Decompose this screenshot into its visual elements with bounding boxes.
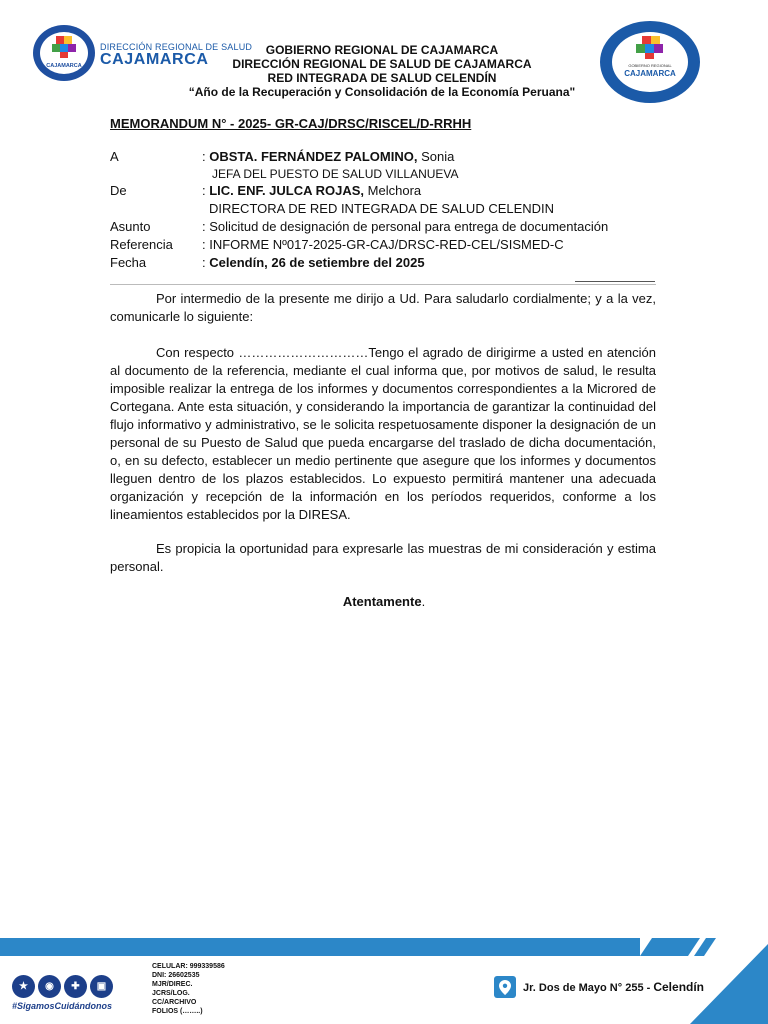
to-role: JEFA DEL PUESTO DE SALUD VILLANUEVA — [212, 167, 459, 181]
date-value: : Celendín, 26 de setiembre del 2025 — [202, 255, 425, 270]
contact-line: MJR/DIREC. — [152, 981, 193, 988]
paragraph-1-text: Por intermedio de la presente me dirijo a Ud. Para saludarlo cordialmente; y a la vez, comunicarle lo siguiente: — [110, 291, 656, 324]
paragraph-3-text: Es propicia la oportunidad para expresarle las muestras de mi consideración y estima personal. — [110, 541, 656, 574]
header-line2: DIRECCIÓN REGIONAL DE SALUD DE CAJAMARCA — [232, 57, 532, 71]
from-first-name: Melchora — [364, 183, 422, 198]
to-value: : OBSTA. FERNÁNDEZ PALOMINO, Sonia — [202, 149, 455, 164]
paragraph-2-text: Con respecto …………………………Tengo el agrado de dirigirme a usted en atención al documento de la referencia, mediante el cual informa que, por motivos de salud, le resulta imposible realizar la entrega de los informes y documentos correspondientes a la Microred de Cortegana. Ante esta situación, y considerando la importancia de garantizar la continuidad del flujo informativo y administrativo, se le solicita respetuosamente disponer la designación de un personal de su Puesto de Salud que pueda encargarse del traslado de dicha documentación, o, en su defecto, establecer un medio pertinente que asegure que los informes y documentos lleguen dentro de los plazos establecidos. Lo expuesto permitirá mantener una adecuada organización y recepción de la información en los períodos requeridos, conforme a los lineamientos establecidos por la DIRESA. — [110, 345, 656, 522]
logo-right-name: CAJAMARCA — [624, 69, 676, 78]
hashtag: #SigamosCuidándonos — [12, 1001, 113, 1011]
subject-value: : Solicitud de designación de personal para entrega de documentación — [202, 219, 609, 234]
footer-left — [12, 975, 113, 1011]
header-line3: RED INTEGRADA DE SALUD CELENDÍN — [267, 71, 497, 85]
footer-band — [0, 938, 768, 956]
contact-line: JCRS/LOG. — [152, 990, 190, 997]
reference-label: Referencia — [110, 237, 173, 252]
to-name: OBSTA. FERNÁNDEZ PALOMINO, — [209, 149, 418, 164]
paragraph-2 — [110, 344, 656, 524]
institution-icons — [12, 975, 113, 998]
to-first-name: Sonia — [417, 149, 455, 164]
to-label: A — [110, 149, 119, 164]
date-label: Fecha — [110, 255, 147, 270]
logo-left-small-text: CAJAMARCA — [46, 63, 82, 69]
memo-title: MEMORANDUM N° - 2025- GR-CAJ/DRSC/RISCEL/D-RRHH — [110, 116, 472, 131]
paragraph-1 — [110, 290, 656, 326]
logo-right-small-text: GOBIERNO REGIONAL — [628, 63, 672, 68]
from-role: DIRECTORA DE RED INTEGRADA DE SALUD CELENDIN — [209, 201, 555, 216]
from-name: LIC. ENF. JULCA ROJAS, — [209, 183, 365, 198]
diresa-cajamarca-logo — [32, 24, 96, 82]
location-pin-icon — [494, 976, 516, 998]
reference-value: : INFORME Nº017-2025-GR-CAJ/DRSC-RED-CEL/SISMED-C — [202, 237, 564, 252]
contact-line: CC/ARCHIVO — [152, 999, 197, 1006]
logo-left-line2: CAJAMARCA — [100, 51, 209, 68]
institution-icon-2: ◉ — [38, 975, 61, 998]
institution-icon-3: ✚ — [64, 975, 87, 998]
red-celendin-logo — [598, 20, 702, 104]
closing-text: Atentamente — [342, 594, 422, 609]
contact-line: CELULAR: 999339586 — [152, 963, 225, 970]
subject-text: Solicitud de designación de personal para entrega de documentación — [209, 219, 609, 234]
logo-left-line1: DIRECCIÓN REGIONAL DE SALUD — [100, 42, 253, 52]
footer-address — [494, 976, 704, 998]
document-header — [160, 43, 604, 99]
header-divider — [110, 284, 656, 285]
contact-line: DNI: 26602535 — [152, 972, 200, 979]
address-street: Jr. Dos de Mayo N° 255 - — [523, 982, 654, 994]
address-city: Celendín — [653, 980, 705, 994]
contact-line: FOLIOS (……..) — [152, 1008, 203, 1015]
closing — [0, 594, 768, 609]
from-label: De — [110, 183, 127, 198]
subject-label: Asunto — [110, 219, 151, 234]
date-text: Celendín, 26 de setiembre del 2025 — [209, 255, 425, 270]
address-text — [523, 980, 704, 994]
closing-punct: . — [421, 594, 426, 609]
footer-contact — [152, 962, 225, 1016]
reference-text: INFORME Nº017-2025-GR-CAJ/DRSC-RED-CEL/SISMED-C — [209, 237, 564, 252]
header-line1: GOBIERNO REGIONAL DE CAJAMARCA — [265, 43, 499, 57]
institution-icon-4: ▣ — [90, 975, 113, 998]
short-divider — [575, 281, 655, 282]
header-motto: “Año de la Recuperación y Consolidación de la Economía Peruana" — [188, 85, 576, 99]
from-value: : LIC. ENF. JULCA ROJAS, Melchora — [202, 183, 422, 198]
institution-icon-1: ★ — [12, 975, 35, 998]
paragraph-3 — [110, 540, 656, 576]
